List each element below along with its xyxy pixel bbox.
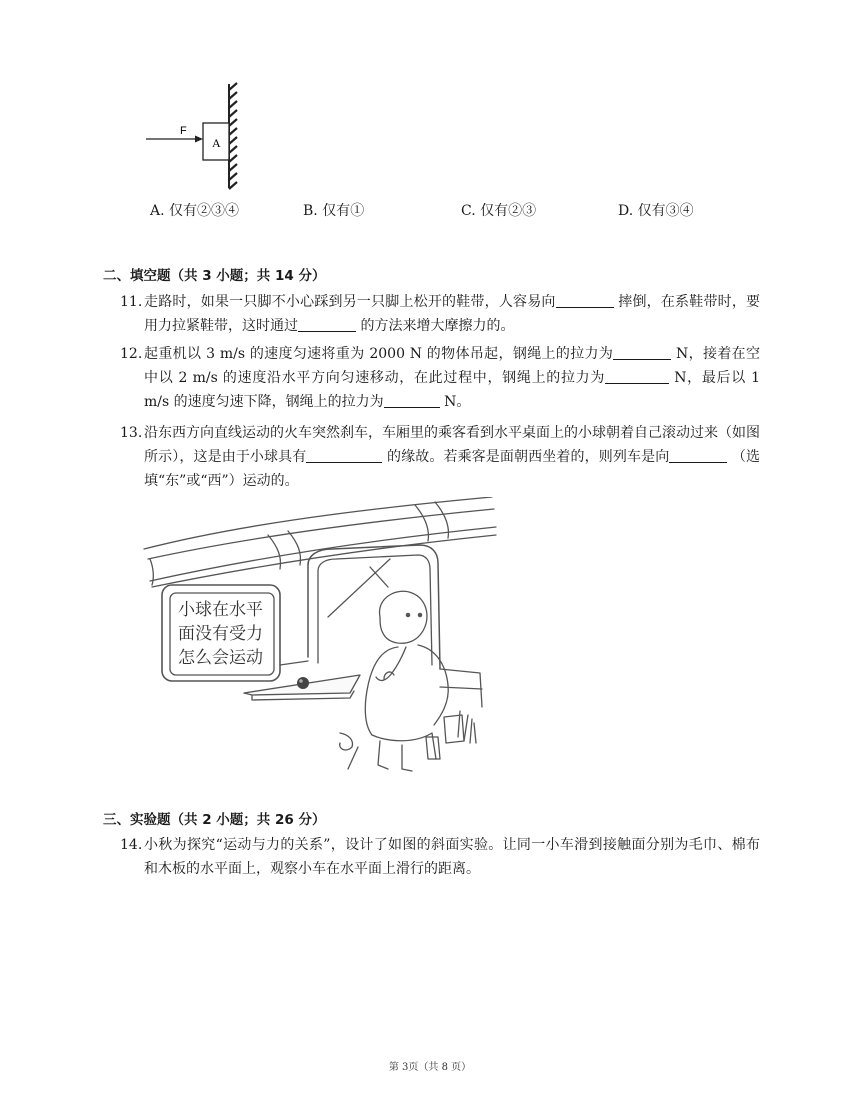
question-11: [120, 290, 760, 338]
q13-text-1: 沿东西方向直线运动的火车突然刹车，车厢里的乘客看到水平桌面上的小球朝着自己滚动过来（如图所示），这是由于小球具有: [144, 425, 760, 465]
q11-text-1: 走路时，如果一只脚不小心踩到另一只脚上松开的鞋带，人容易向: [144, 294, 556, 310]
question-number: 11.: [120, 294, 143, 310]
question-number: 12.: [120, 346, 143, 362]
answer-blank[interactable]: [613, 345, 671, 360]
answer-blank[interactable]: [556, 293, 614, 308]
ball: [297, 677, 309, 689]
option-d: D. 仅有③④: [618, 203, 694, 219]
q12-text-2: N，接着在空中以 2 m/s 的速度沿水平方向匀速移动，在此过程中，钢绳上的拉力为: [144, 346, 761, 386]
question-number: 14.: [120, 837, 143, 853]
q13-text-3: （选填“东”或“西”）运动的。: [144, 449, 761, 489]
bubble-line-3: 怎么会运动: [178, 648, 263, 668]
q11-text-2: 摔倒，在系鞋带时，要用力拉紧鞋带，这时通过: [144, 294, 761, 334]
bubble-line-1: 小球在水平: [178, 600, 263, 620]
answer-blank[interactable]: [298, 317, 356, 332]
question-number: 13.: [120, 425, 143, 441]
section-2-title: 二、填空题（共 3 小题；共 14 分）: [103, 268, 326, 284]
force-label: F: [180, 125, 187, 137]
q13-text-2: 的缘故。若乘客是面朝西坐着的，则列车是向: [386, 449, 670, 465]
option-a: A. 仅有②③④: [150, 203, 240, 219]
q12-text-4: N。: [444, 394, 471, 410]
answer-blank[interactable]: [605, 369, 669, 384]
q12-text-3: N，最后以 1 m/s 的速度匀速下降，钢绳上的拉力为: [144, 370, 761, 410]
option-c: C. 仅有②③: [461, 203, 537, 219]
force-diagram: [140, 80, 250, 195]
passenger: [380, 591, 427, 643]
answer-blank[interactable]: [384, 393, 440, 408]
q14-text: 小秋为探究“运动与力的关系”，设计了如图的斜面实验。让同一小车滑到接触面分别为毛巾、棉布和木板的水平面上，观察小车在水平面上滑行的距离。: [144, 837, 760, 877]
q12-text-1: 起重机以 3 m/s 的速度匀速将重为 2000 N 的物体吊起，钢绳上的拉力为: [144, 346, 614, 362]
option-b: B. 仅有①: [303, 203, 365, 219]
block-label: A: [212, 136, 221, 150]
question-13: [120, 421, 760, 493]
train-figure: [140, 497, 500, 777]
section-3-title: 三、实验题（共 2 小题；共 26 分）: [103, 812, 326, 828]
bubble-line-2: 面没有受力: [178, 624, 263, 644]
answer-blank[interactable]: [669, 448, 727, 463]
q11-text-3: 的方法来增大摩擦力的。: [360, 318, 515, 334]
page-footer: 第 3页（共 8 页）: [388, 1062, 472, 1073]
question-12: [120, 342, 760, 414]
question-14: [120, 833, 760, 881]
answer-blank[interactable]: [306, 448, 382, 463]
